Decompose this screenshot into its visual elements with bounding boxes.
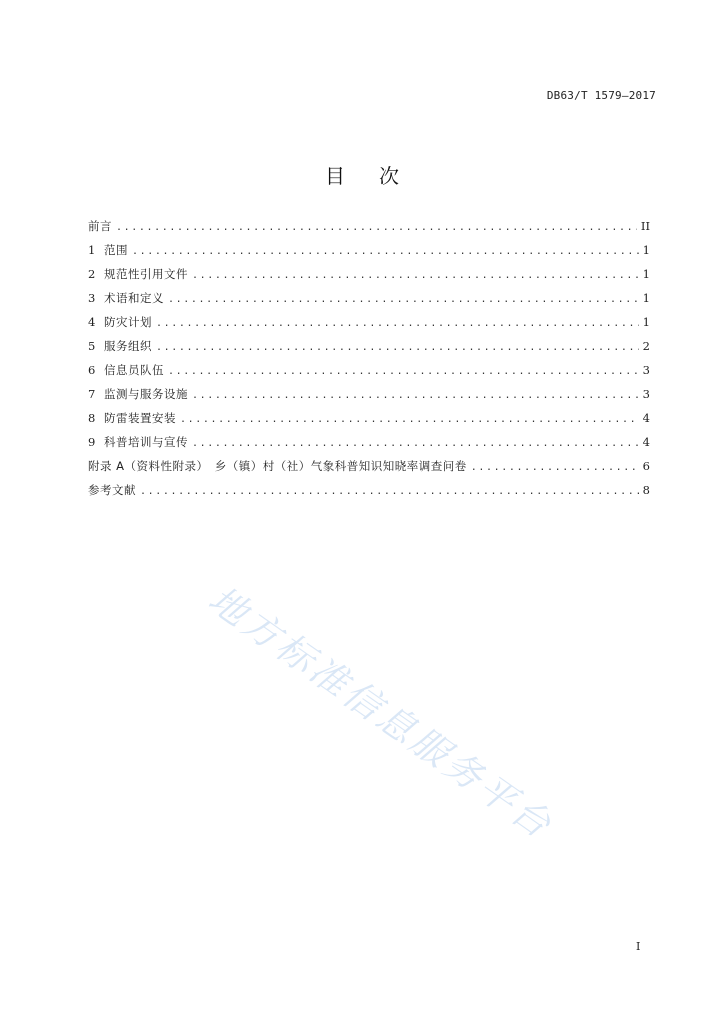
toc-entry-page: 4	[642, 435, 650, 449]
toc-entry-terms-definitions[interactable]	[88, 290, 650, 314]
toc-leader-dots	[156, 318, 639, 329]
toc-leader-dots	[471, 462, 639, 473]
toc-leader-dots	[168, 294, 639, 305]
toc-entry-label: 规范性引用文件	[104, 267, 188, 281]
toc-entry-label: 附录 A（资料性附录） 乡（镇）村（社）气象科普知识知晓率调查问卷	[88, 459, 467, 473]
toc-leader-dots	[192, 438, 639, 449]
toc-entry-number: 3	[88, 291, 96, 305]
toc-entry-foreword[interactable]	[88, 218, 650, 242]
toc-leader-dots	[192, 390, 639, 401]
toc-entry-appendix-a[interactable]	[88, 458, 650, 482]
toc-entry-label: 防灾计划	[104, 315, 152, 329]
toc-leader-dots	[156, 342, 639, 353]
toc-entry-label: 信息员队伍	[104, 363, 164, 377]
toc-entry-page: 1	[642, 291, 650, 305]
toc-entry-number: 9	[88, 435, 96, 449]
toc-entry-page: 1	[642, 267, 650, 281]
document-code: DB63/T 1579—2017	[546, 89, 656, 102]
toc-entry-label: 术语和定义	[104, 291, 164, 305]
page-title-char-2: 次	[379, 164, 399, 188]
toc-entry-page: 3	[642, 363, 650, 377]
toc-leader-dots	[140, 486, 639, 497]
toc-entry-normative-references[interactable]	[88, 266, 650, 290]
page-title-char-1: 目	[325, 164, 345, 188]
toc-leader-dots	[180, 414, 639, 425]
toc-entry-page: 1	[642, 243, 650, 257]
toc-entry-number: 7	[88, 387, 96, 401]
toc-entry-number: 2	[88, 267, 96, 281]
toc-entry-number: 5	[88, 339, 96, 353]
toc-entry-label: 参考文献	[88, 483, 136, 497]
toc-entry-service-organization[interactable]	[88, 338, 650, 362]
toc-entry-page: 8	[642, 483, 650, 497]
toc-entry-label: 监测与服务设施	[104, 387, 188, 401]
toc-leader-dots	[192, 270, 639, 281]
toc-entry-page: 6	[642, 459, 650, 473]
toc-entry-label: 服务组织	[104, 339, 152, 353]
toc-entry-scope[interactable]	[88, 242, 650, 266]
toc-entry-number: 1	[88, 243, 96, 257]
toc-entry-lightning-protection[interactable]	[88, 410, 650, 434]
toc-entry-label: 范围	[104, 243, 128, 257]
toc-entry-disaster-prevention-plan[interactable]	[88, 314, 650, 338]
table-of-contents	[88, 218, 650, 506]
toc-entry-page: 3	[642, 387, 650, 401]
watermark: 地方标准信息服务平台	[200, 577, 562, 849]
toc-entry-number: 8	[88, 411, 96, 425]
toc-leader-dots	[132, 246, 639, 257]
page-number: I	[636, 940, 641, 953]
toc-entry-bibliography[interactable]	[88, 482, 650, 506]
toc-leader-dots	[116, 222, 637, 233]
toc-entry-label: 防雷装置安装	[104, 411, 176, 425]
toc-entry-training-publicity[interactable]	[88, 434, 650, 458]
toc-entry-monitoring-facilities[interactable]	[88, 386, 650, 410]
toc-entry-number: 6	[88, 363, 96, 377]
toc-entry-label: 前言	[88, 219, 112, 233]
toc-entry-page: 4	[642, 411, 650, 425]
toc-entry-page: 1	[642, 315, 650, 329]
toc-entry-label: 科普培训与宣传	[104, 435, 188, 449]
toc-entry-number: 4	[88, 315, 96, 329]
toc-leader-dots	[168, 366, 639, 377]
toc-entry-page: II	[640, 219, 650, 233]
toc-entry-page: 2	[642, 339, 650, 353]
page-title	[0, 160, 724, 189]
toc-entry-informant-team[interactable]	[88, 362, 650, 386]
